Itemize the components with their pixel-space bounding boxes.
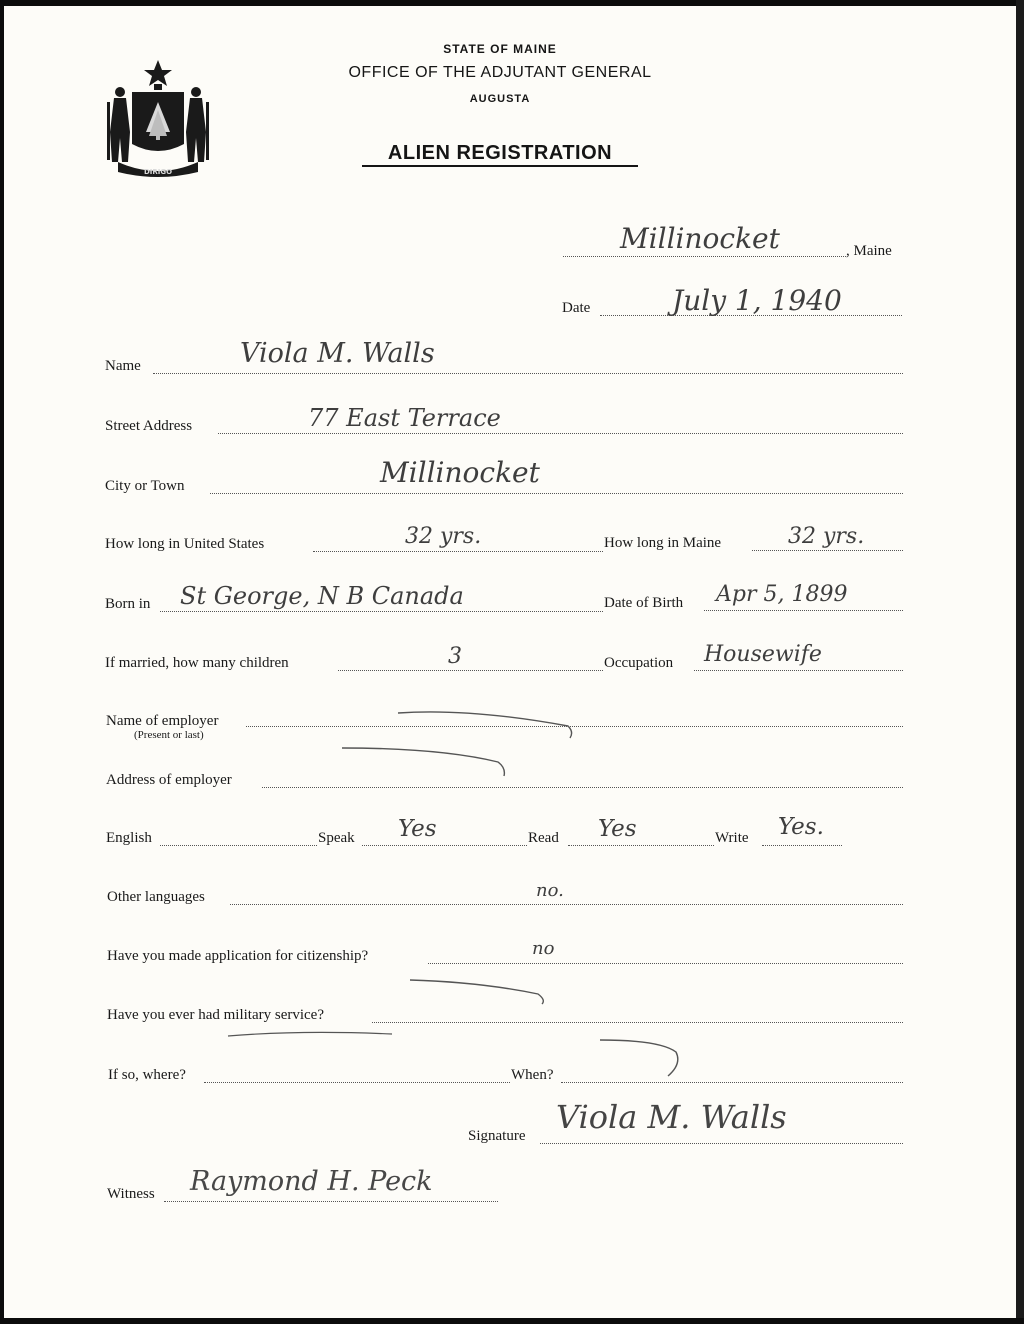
seal-motto: DIRIGO [143,168,173,176]
city-label: City or Town [105,478,185,494]
write-label: Write [715,830,749,846]
born-in-value: St George, N B Canada [180,582,464,610]
where-dash-stroke [228,1032,392,1036]
born-in-label: Born in [105,596,151,612]
street-address-label: Street Address [105,418,193,434]
how-long-maine-label: How long in Maine [604,535,722,551]
employer-name-dash-stroke [398,712,572,738]
signature-value: Viola M. Walls [556,1098,787,1136]
employer-name-sublabel: (Present or last) [134,729,204,741]
write-value: Yes. [778,814,824,840]
form-title: ALIEN REGISTRATION [387,142,613,164]
when-label: When? [511,1067,554,1083]
how-long-us-value: 32 yrs. [405,524,482,549]
how-long-maine-value: 32 yrs. [788,524,865,549]
other-languages-label: Other languages [107,889,205,905]
read-value: Yes [598,816,637,842]
citizenship-label: Have you made application for citizenship? [107,948,369,964]
employer-address-dash-stroke [342,748,504,776]
other-languages-value: no. [536,880,564,901]
date-of-birth-value: Apr 5, 1899 [716,582,848,607]
military-dash-stroke [410,980,543,1004]
witness-value: Raymond H. Peck [190,1166,433,1197]
speak-value: Yes [398,816,437,842]
street-address-value: 77 East Terrace [308,404,501,432]
children-label: If married, how many children [105,655,289,671]
english-label: English [106,830,152,846]
header-office: OFFICE OF THE ADJUTANT GENERAL [348,64,652,81]
name-value: Viola M. Walls [240,338,435,369]
employer-address-label: Address of employer [106,772,232,788]
children-value: 3 [448,644,462,669]
witness-label: Witness [107,1186,155,1202]
place-suffix: , Maine [846,243,892,259]
when-dash-stroke [600,1040,678,1076]
occupation-value: Housewife [704,642,822,667]
employer-name-label: Name of employer [106,713,219,729]
date-value: July 1, 1940 [672,284,842,317]
header-city: AUGUSTA [469,93,531,105]
occupation-label: Occupation [604,655,674,671]
date-label: Date [562,300,591,316]
header-state: STATE OF MAINE [443,42,557,56]
citizenship-value: no [532,938,555,959]
how-long-us-label: How long in United States [105,536,265,552]
signature-label: Signature [468,1128,526,1144]
read-label: Read [528,830,559,846]
place-value: Millinocket [620,222,780,255]
name-label: Name [105,358,141,374]
if-so-where-label: If so, where? [108,1067,186,1083]
date-of-birth-label: Date of Birth [604,595,684,611]
speak-label: Speak [318,830,355,846]
city-value: Millinocket [380,456,540,489]
military-service-label: Have you ever had military service? [107,1007,324,1023]
